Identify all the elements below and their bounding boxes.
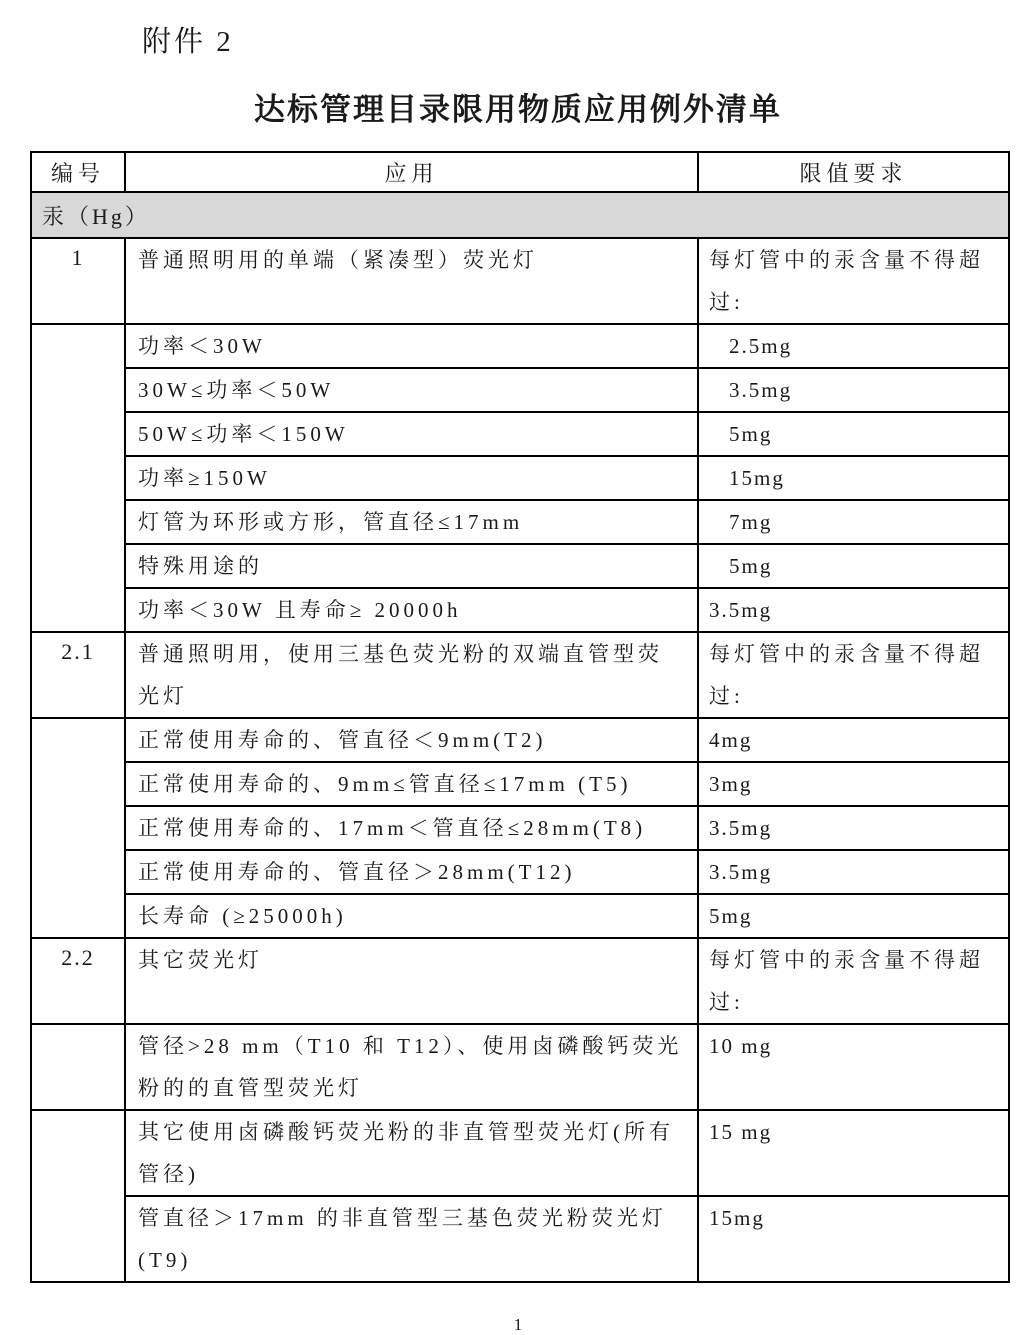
application-cell: 50W≤功率＜150W <box>125 412 698 456</box>
limit-cell: 3.5mg <box>698 806 1009 850</box>
row-id-empty <box>31 718 125 938</box>
limit-cell: 7mg <box>698 500 1009 544</box>
table-row <box>31 1196 1009 1282</box>
limit-cell: 4mg <box>698 718 1009 762</box>
limit-cell: 15mg <box>698 456 1009 500</box>
table-row <box>31 806 1009 850</box>
table-row <box>31 632 1009 718</box>
table-row <box>31 938 1009 1024</box>
limit-cell: 10 mg <box>698 1024 1009 1110</box>
limit-cell: 每灯管中的汞含量不得超过: <box>698 938 1009 1024</box>
application-cell: 灯管为环形或方形，管直径≤17mm <box>125 500 698 544</box>
limit-cell: 15mg <box>698 1196 1009 1282</box>
application-cell: 其它使用卤磷酸钙荧光粉的非直管型荧光灯(所有管径) <box>125 1110 698 1196</box>
application-cell: 长寿命 (≥25000h) <box>125 894 698 938</box>
application-cell: 普通照明用的单端（紧凑型）荧光灯 <box>125 238 698 324</box>
table-row <box>31 324 1009 368</box>
limit-cell: 3mg <box>698 762 1009 806</box>
table-row <box>31 588 1009 632</box>
limit-cell: 5mg <box>698 894 1009 938</box>
application-cell: 正常使用寿命的、17mm＜管直径≤28mm(T8) <box>125 806 698 850</box>
application-cell: 30W≤功率＜50W <box>125 368 698 412</box>
application-cell: 功率＜30W <box>125 324 698 368</box>
table-row <box>31 762 1009 806</box>
page-title: 达标管理目录限用物质应用例外清单 <box>254 92 782 127</box>
table-row <box>31 456 1009 500</box>
limit-cell: 5mg <box>698 412 1009 456</box>
limit-cell: 3.5mg <box>698 850 1009 894</box>
table-row <box>31 368 1009 412</box>
table-row <box>31 412 1009 456</box>
application-cell: 普通照明用，使用三基色荧光粉的双端直管型荧光灯 <box>125 632 698 718</box>
table-row <box>31 500 1009 544</box>
limit-cell: 每灯管中的汞含量不得超过: <box>698 238 1009 324</box>
exceptions-table <box>30 151 1010 1283</box>
header-id: 编号 <box>31 152 125 192</box>
section-label: 汞（Hg） <box>31 192 1009 238</box>
header-application: 应用 <box>125 152 698 192</box>
row-id-empty <box>31 1024 125 1110</box>
row-id-empty <box>31 1110 125 1282</box>
row-id: 1 <box>31 238 125 324</box>
row-id-empty <box>31 324 125 632</box>
table-row <box>31 544 1009 588</box>
application-cell: 其它荧光灯 <box>125 938 698 1024</box>
table-row <box>31 238 1009 324</box>
page-number: 1 <box>513 1315 523 1334</box>
table-row <box>31 850 1009 894</box>
table-row <box>31 894 1009 938</box>
row-id: 2.1 <box>31 632 125 718</box>
attachment-label: 附件 2 <box>142 26 234 58</box>
application-cell: 正常使用寿命的、管直径＞28mm(T12) <box>125 850 698 894</box>
application-cell: 管直径＞17mm 的非直管型三基色荧光粉荧光灯(T9) <box>125 1196 698 1282</box>
section-row-mercury <box>31 192 1009 238</box>
limit-cell: 5mg <box>698 544 1009 588</box>
application-cell: 特殊用途的 <box>125 544 698 588</box>
limit-cell: 3.5mg <box>698 588 1009 632</box>
header-limit: 限值要求 <box>698 152 1009 192</box>
limit-cell: 每灯管中的汞含量不得超过: <box>698 632 1009 718</box>
limit-cell: 3.5mg <box>698 368 1009 412</box>
table-row <box>31 1110 1009 1196</box>
table-row <box>31 1024 1009 1110</box>
row-id: 2.2 <box>31 938 125 1024</box>
table-header-row <box>31 152 1009 192</box>
table-row <box>31 718 1009 762</box>
limit-cell: 15 mg <box>698 1110 1009 1196</box>
application-cell: 功率≥150W <box>125 456 698 500</box>
application-cell: 正常使用寿命的、管直径＜9mm(T2) <box>125 718 698 762</box>
application-cell: 功率＜30W 且寿命≥ 20000h <box>125 588 698 632</box>
application-cell: 正常使用寿命的、9mm≤管直径≤17mm (T5) <box>125 762 698 806</box>
limit-cell: 2.5mg <box>698 324 1009 368</box>
application-cell: 管径>28 mm（T10 和 T12）、使用卤磷酸钙荧光粉的的直管型荧光灯 <box>125 1024 698 1110</box>
